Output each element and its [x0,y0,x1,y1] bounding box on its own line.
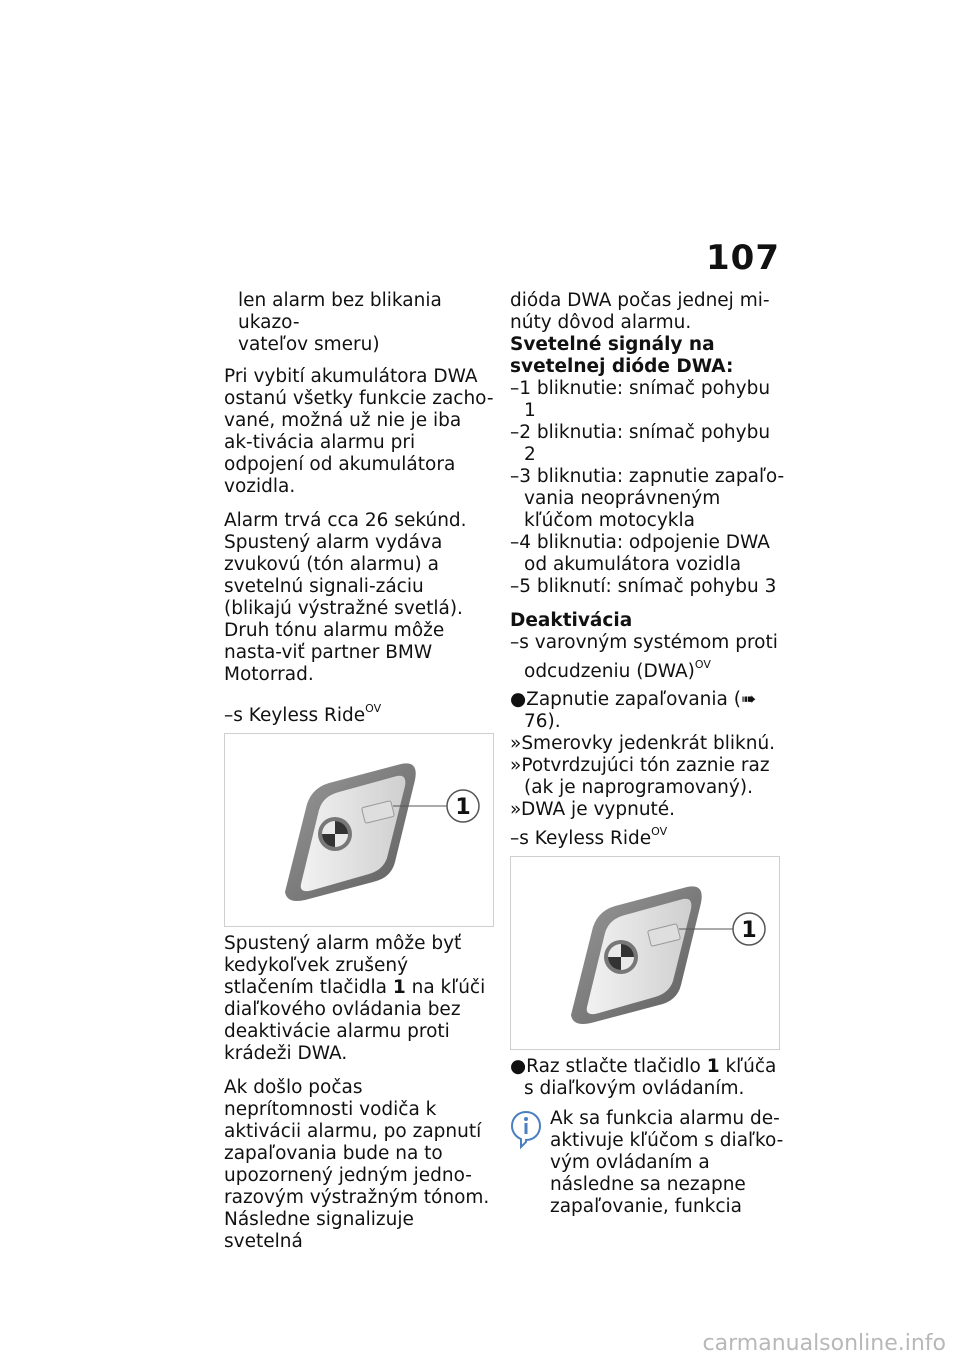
step-ignition [510,689,785,733]
key-fob-image [511,857,779,1049]
deactivation-option [510,632,785,683]
result-item: »Potvrdzujúci tón zaznie raz (ak je naprogramovaný). [510,755,770,798]
deactivation-heading: Deaktivácia [510,610,633,631]
led-signals-heading: Svetelné signály na svetelnej dióde DWA: [510,334,734,377]
option-superscript: OV [694,658,711,671]
battery-paragraph: Pri vybití akumulátora DWA ostanú všetky funkcie zacho-vané, možná už nie je iba ak-tivácia alarmu pri odpojení od akumulátora vozidla. [224,366,494,497]
button-reference: 1 [392,977,406,998]
key-fob-figure [510,856,780,1050]
led-paragraph: dióda DWA počas jednej mi-núty dôvod alarmu. [510,290,770,333]
alarm-duration-paragraph: Alarm trvá cca 26 sekúnd. Spustený alarm vydáva zvukovú (tón alarmu) a svetelnú signali-záciu (blikajú výstražné svetlá). Druh tónu alarmu môže nasta-viť partner BMW Motorrad. [224,510,467,685]
right-column [510,290,785,1218]
step-press-button [510,1056,785,1100]
text-run: 76). [524,711,561,732]
option-label: –s Keyless Ride [510,828,652,849]
absence-paragraph: Ak došlo počas neprítomnosti vodiča k aktivácii alarmu, po zapnutí zapaľovania bude na to upozornený jedným jedno-razovým výstražným tónom. Následne signalizuje svetelná [224,1077,490,1252]
option-superscript: OV [365,702,382,715]
signal-item: –3 bliknutia: zapnutie zapaľo-vania neoprávneným kľúčom motocykla [510,466,785,531]
text-run: kľúča s diaľkovým ovládaním. [524,1056,777,1099]
text-run: na kľúči diaľkového ovládania bez deaktivácie alarmu proti krádeži DWA. [224,977,486,1064]
figure-callout-label: 1 [741,918,757,943]
key-fob-figure [224,733,494,927]
option-label: –s varovným systémom proti odcudzeniu (DWA) [510,632,778,682]
option-superscript: OV [651,825,668,838]
info-icon [510,1110,542,1150]
button-reference: 1 [706,1056,720,1077]
text-line: len alarm bez blikania ukazo- [238,290,442,333]
text-run: ●Zapnutie zapaľovania ( [510,689,741,710]
paragraph-continuation [224,290,494,356]
result-item: »Smerovky jedenkrát bliknú. [510,733,776,754]
option-keyless-ride [510,821,785,850]
signal-item: –2 bliknutia: snímač pohybu 2 [510,422,771,465]
watermark: carmanualsonline.info [702,1331,946,1356]
left-column [224,290,494,1261]
option-label: –s Keyless Ride [224,705,366,726]
text-run: Spustený alarm môže byť kedykoľvek zrušený stlačením tlačidla [224,933,462,998]
figure-callout-label: 1 [455,795,471,820]
text-run: ●Raz stlačte tlačidlo [510,1056,707,1077]
signal-item: –4 bliknutia: odpojenie DWA od akumulátora vozidla [510,532,770,575]
result-item: »DWA je vypnuté. [510,799,676,820]
signal-item: –1 bliknutie: snímač pohybu 1 [510,378,771,421]
signal-item: –5 bliknutí: snímač pohybu 3 [510,576,777,597]
key-fob-image [225,734,493,926]
page-number: 107 [706,238,780,278]
info-note [510,1108,785,1218]
option-keyless-ride [224,698,494,727]
page-ref-arrow-icon: ➠ [740,689,757,710]
note-text: Ak sa funkcia alarmu de-aktivuje kľúčom s diaľko-vým ovládaním a následne sa nezapne zapaľovanie, funkcia [550,1108,784,1217]
text-line: vateľov smeru) [238,334,380,355]
cancel-alarm-paragraph [224,933,494,1065]
